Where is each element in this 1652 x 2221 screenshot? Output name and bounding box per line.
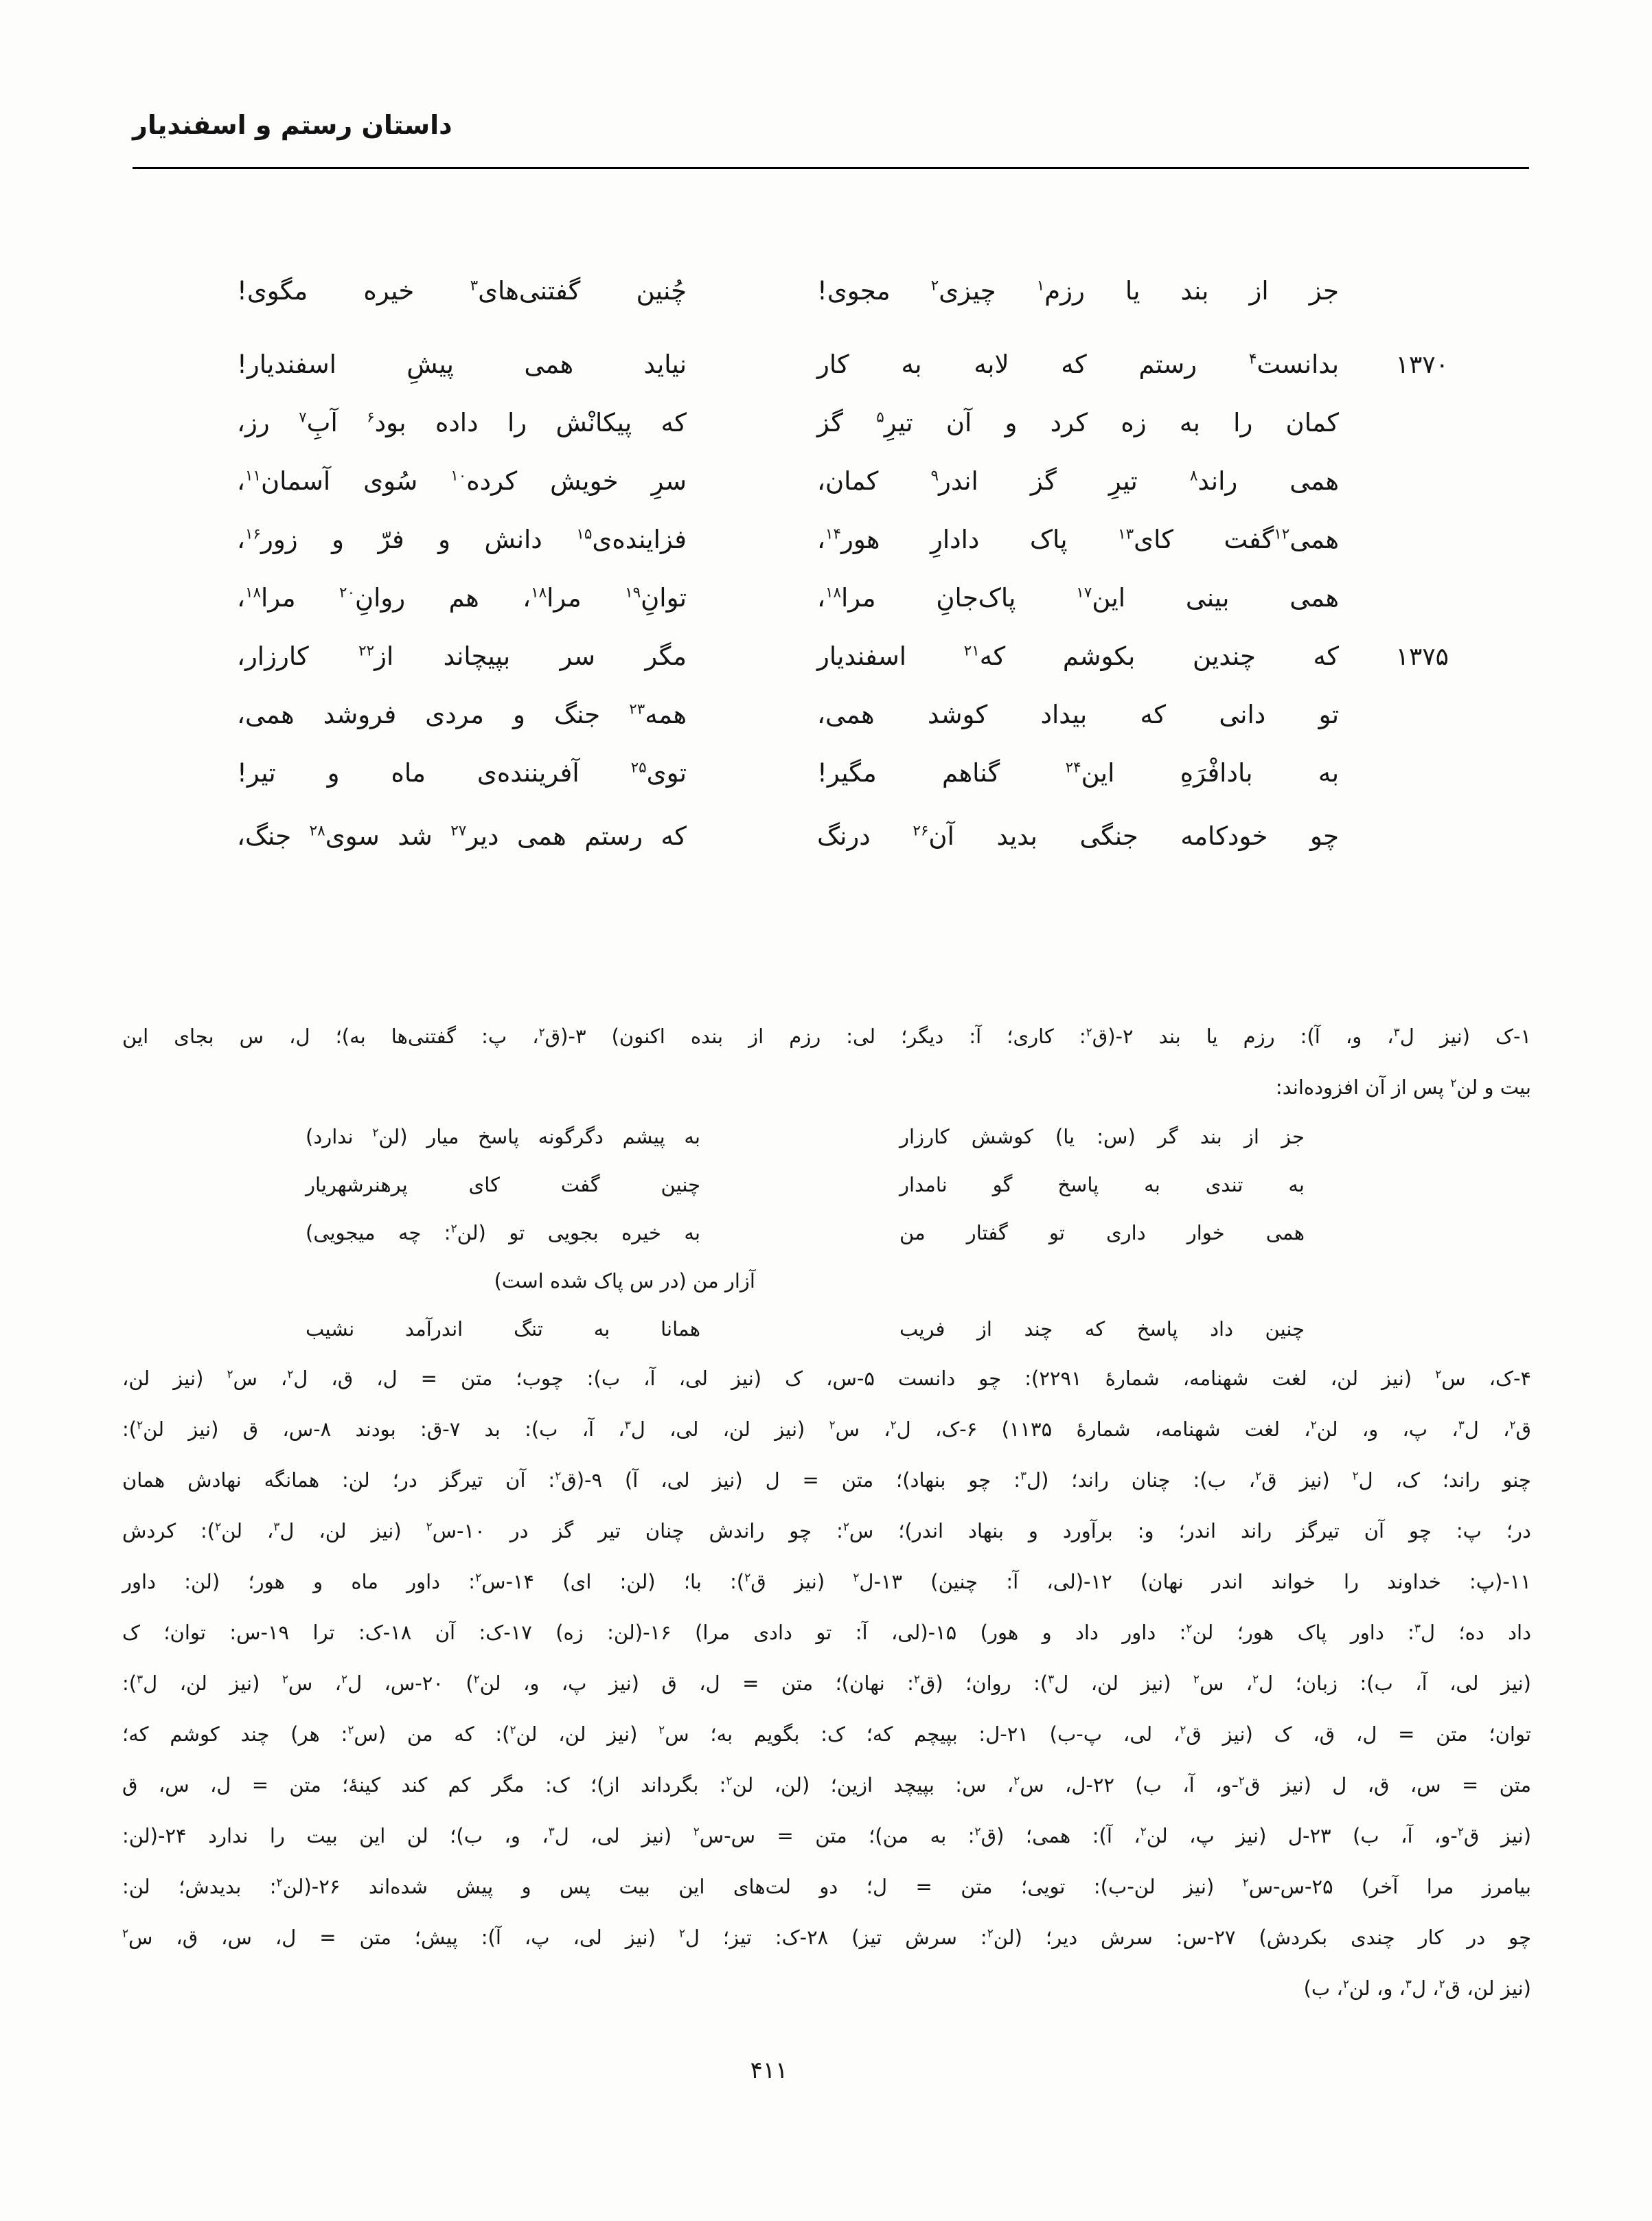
quoted-verse-block (122, 1113, 1531, 1353)
hemistich-left: توانِ$^{۱۹}$ مرا$^{۱۸}$، هم روانِ$^{۲۰}$ مرا$^{۱۸}$، (237, 583, 687, 613)
header-rule (133, 167, 1529, 169)
quoted-verse-row (122, 1305, 1531, 1353)
quoted-verse-row (122, 1113, 1531, 1161)
hemistich-left: مگر سر بپیچاند از$^{۲۲}$ کارزار، (237, 641, 687, 671)
hemistich-left: همه$^{۲۳}$ جنگ و مردی فروشد همی، (237, 700, 687, 729)
footnote-line: چنو راند؛ ک، ل$^۲$ (نیز ق$^۲$، ب): چنان راند؛ (ل$^۳$: چو بنهاد)؛ متن = ل (نیز لی، آ) ۹-(ق$^۲$: آن تیرگز در؛ لن: همانگه نهادش همان (122, 1468, 1531, 1492)
footnote-line: داد ده؛ ل$^۳$: داور پاک هور؛ لن$^۲$: داور داد و هور) ۱۵-(لی، آ: تو دادی مرا) ۱۶-(لن: زه) ۱۷-ک: آن ۱۸-ک: ترا ۱۹-س: توان؛ ک (122, 1621, 1532, 1644)
footnote-line: (نیز لی، آ، ب): زبان؛ ل$^۲$، س$^۲$ (نیز لن، ل$^۳$): روان؛ (ق$^۲$: نهان)؛ متن = ل، ق (نیز پ، و، لن$^۲$) ۲۰-س، ل$^۲$، س$^۲$ (نیز لن، ل$^۳$): (122, 1672, 1531, 1695)
footnote-line: ۱-ک (نیز ل$^۳$، و، آ): رزم یا بند ۲-(ق$^۲$: کاری؛ آ: دیگر؛ لی: رزم از بنده اکنون) ۳-(ق$^۲$، پ: گفتنی‌ها به)؛ ل، س بجای این (122, 1025, 1532, 1048)
quoted-hemistich-right: چنین داد پاسخ که چند از فریب (899, 1317, 1305, 1341)
verse-row (233, 758, 1449, 794)
quoted-hemistich-left: به پیشم دگرگونه پاسخ میار (لن$^۲$ ندارد) (306, 1125, 700, 1148)
verse-row (233, 525, 1449, 560)
verse-row (233, 700, 1449, 736)
quoted-verse-row (122, 1209, 1531, 1257)
hemistich-right: همی راند$^۸$ تیرِ گز اندر$^۹$ کمان، (817, 466, 1340, 496)
footnote-line: در؛ پ: چو آن تیرگز راند اندر؛ و: برآورد و بنهاد اندر)؛ س$^۲$: چو راندش چنان تیر گز در ۱۰-س$^۲$ (نیز لن، ل$^۳$، لن$^۲$): کردش (122, 1519, 1531, 1542)
footnote-line: متن = س، ق، ل (نیز ق$^۲$-و، آ، ب) ۲۲-ل، س$^۲$، س: بپیچد ازین؛ (لن، لن$^۲$: بگرداند از)؛ ک: مگر کم کند کینهٔ؛ متن = ل، س، ق (122, 1773, 1532, 1797)
page-number: ۴۱۱ (750, 2057, 788, 2084)
verse-row (233, 276, 1449, 312)
footnote-line: (نیز لن، ق$^۲$، ل$^۳$، و، لن$^۲$، ب) (1303, 1977, 1531, 2000)
quoted-hemistich-left: همانا به تنگ اندرآمد نشیب (306, 1317, 700, 1341)
hemistich-left: نیاید همی پیشِ اسفندیار! (237, 350, 687, 379)
quoted-hemistich-right: به تندی به پاسخ گو نامدار (899, 1173, 1305, 1196)
footnote-line: ۱۱-(پ: خداوند را خواند اندر نهان) ۱۲-(لی، آ: چنین) ۱۳-ل$^۲$ (نیز ق$^۲$): با؛ (لن: ای) ۱۴-س$^۲$: داور ماه و هور؛ (لن: داور (122, 1570, 1531, 1593)
verse-row (233, 466, 1449, 502)
verse-row (233, 641, 1449, 677)
quoted-hemistich-right: جز از بند گر (س: یا) کوشش کارزار (899, 1125, 1305, 1148)
quoted-hemistich-left: به خیره بجویی تو (لن$^۲$: چه میجویی) (306, 1221, 700, 1244)
hemistich-right: چو خودکامه جنگی بدید آن$^{۲۶}$ درنگ (817, 821, 1339, 851)
hemistich-left: که پیکانْش را داده بود$^۶$ آبِ$^۷$ رز، (237, 408, 687, 437)
verse-row (233, 583, 1449, 619)
quoted-verse-fragment: آزار من (در س پاک شده است) (494, 1269, 755, 1292)
verse-row (233, 821, 1449, 857)
footnote-line: چو در کار چندی بکردش) ۲۷-س: سرش دیر؛ (لن$^۲$: سرش تیز) ۲۸-ک: تیز؛ ل$^۲$ (نیز لی، پ، آ): پیش؛ متن = ل، س، ق، س$^۲$ (122, 1926, 1532, 1949)
hemistich-right: بدانست$^۴$ رستم که لابه به کار (817, 350, 1339, 379)
footnote-line: بیامرز مرا آخر) ۲۵-س-س$^۲$ (نیز لن-ب): تویی؛ متن = ل؛ دو لت‌های این بیت پس و پیش شده‌اند ۲۶-(لن$^۲$: بدیدش؛ لن: (122, 1875, 1532, 1898)
footnote-line: (نیز ق$^۲$-و، آ، ب) ۲۳-ل (نیز پ، لن$^۲$، آ): همی؛ (ق$^۲$: به من)؛ متن = س-س$^۲$ (نیز لی، ل$^۳$، و، ب)؛ لن این بیت را ندارد ۲۴-(لن: (122, 1824, 1532, 1847)
footnote-line: بیت و لن$^۲$ پس از آن افزوده‌اند: (1275, 1075, 1531, 1099)
hemistich-left: چُنین گفتنی‌های$^۳$ خیره مگوی! (237, 276, 687, 306)
critical-apparatus (122, 1011, 1531, 2014)
verse-number: ۱۳۷۵ (1395, 643, 1449, 671)
hemistich-right: تو دانی که بیداد کوشد همی، (817, 700, 1339, 729)
verse-block (233, 276, 1449, 880)
footnote-line: ۴-ک، س$^۲$ (نیز لن، لغت شهنامه، شمارهٔ ۲۲۹۱): چو دانست ۵-س، ک (نیز لی، آ، ب): چوب؛ متن = ل، ق، ل$^۲$، س$^۲$ (نیز لن، (122, 1367, 1531, 1390)
verse-number: ۱۳۷۰ (1395, 351, 1449, 379)
footnote-line: توان؛ متن = ل، ق، ک (نیز ق$^۲$، لی، پ-ب) ۲۱-ل: بپیچم که؛ ک: بگویم به؛ س$^۲$ (نیز لن، لن$^۲$): که من (س$^۲$: هر) چند کوشم که؛ (122, 1722, 1531, 1746)
verse-row (233, 350, 1449, 385)
hemistich-left: توی$^{۲۵}$ آفریننده‌ی ماه و تیر! (237, 758, 687, 788)
hemistich-right: همی$^{۱۲}$گفت کای$^{۱۳}$ پاک دادارِ هور$^{۱۴}$، (817, 525, 1339, 554)
hemistich-left: سرِ خویش کرده$^{۱۰}$ سُوی آسمان$^{۱۱}$، (237, 466, 687, 496)
quoted-hemistich-right: همی خوار داری تو گفتار من (899, 1221, 1305, 1244)
verse-row (233, 408, 1449, 444)
hemistich-left: که رستم همی دیر$^{۲۷}$ شد سوی$^{۲۸}$ جنگ، (237, 821, 687, 851)
quoted-verse-row (122, 1161, 1531, 1209)
footnote-line: ق$^۲$، ل$^۳$، پ، و، لن$^۲$، لغت شهنامه، شمارهٔ ۱۱۳۵) ۶-ک، ل$^۲$، س$^۲$ (نیز لن، لی، ل$^۳$، آ، ب): بد ۷-ق: بودند ۸-س، ق (نیز لن$^۲$): (122, 1417, 1531, 1441)
hemistich-right: کمان را به زه کرد و آن تیرِ$^۵$ گز (817, 408, 1339, 437)
hemistich-right: جز از بند یا رزم$^۱$ چیزی$^۲$ مجوی! (817, 276, 1339, 306)
hemistich-left: فزاینده‌ی$^{۱۵}$ دانش و فرّ و زور$^{۱۶}$، (237, 525, 687, 554)
hemistich-right: همی بینی این$^{۱۷}$ پاک‌جانِ مرا$^{۱۸}$، (817, 583, 1339, 613)
hemistich-right: که چندین بکوشم که$^{۲۱}$ اسفندیار (817, 641, 1339, 671)
page-title: داستان رستم و اسفندیار (133, 110, 452, 140)
hemistich-right: به بادافْرَهِ این$^{۲۴}$ گناهم مگیر! (817, 758, 1339, 788)
quoted-hemistich-left: چنین گفت کای پرهنرشهریار (306, 1173, 700, 1196)
